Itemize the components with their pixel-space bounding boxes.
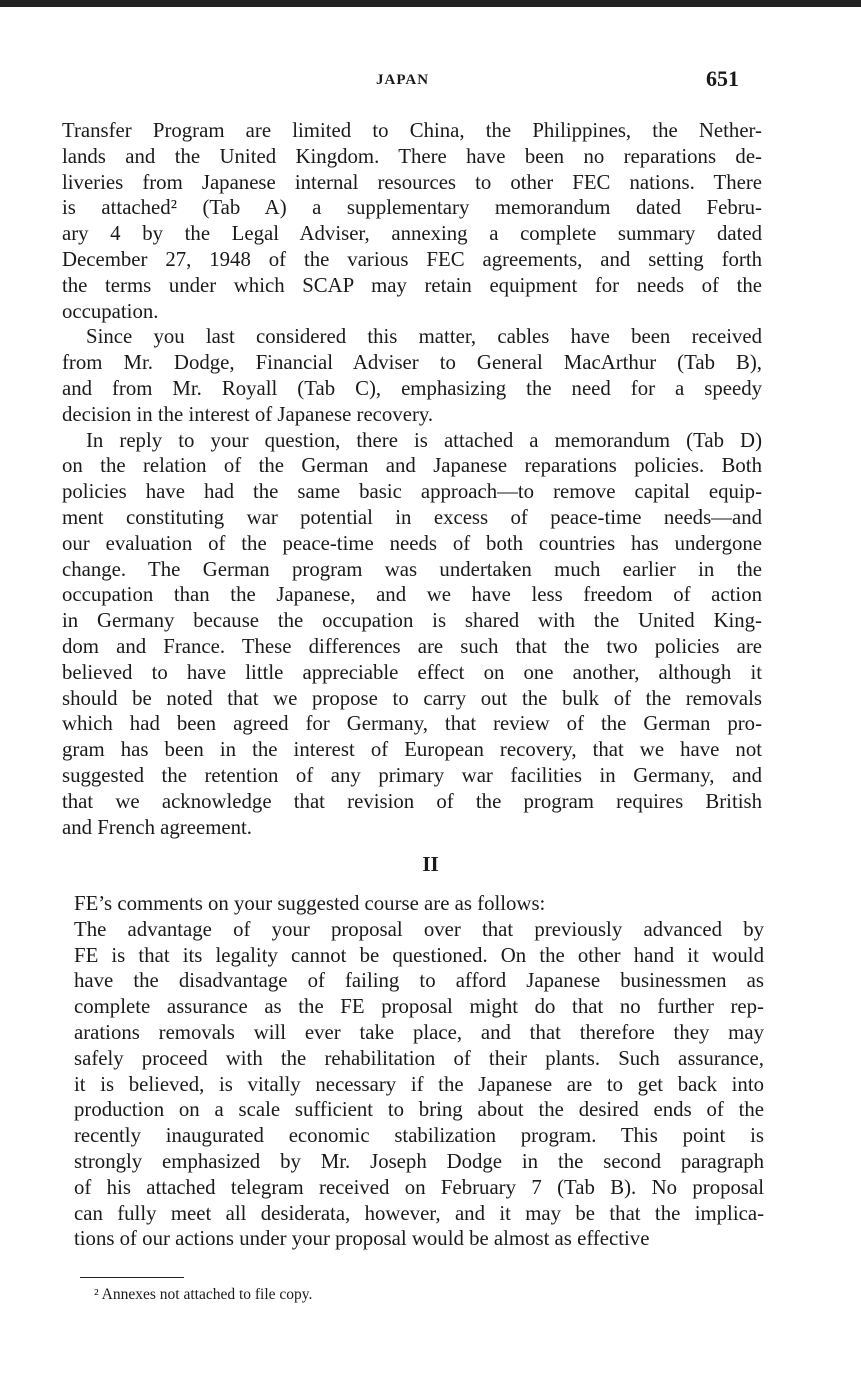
text-line: that we acknowledge that revision of the program requires British [62, 789, 762, 813]
text-line: have the disadvantage of failing to afford Japanese businessmen as [74, 969, 764, 993]
text-line: gram has been in the interest of European recovery, that we have not [62, 738, 762, 762]
footnote-rule [80, 1277, 184, 1278]
footnote: ² Annexes not attached to file copy. [94, 1286, 313, 1303]
text-line: dom and France. These differences are such that the two policies are [62, 634, 762, 658]
text-line: change. The German program was undertaken much earlier in the [62, 557, 762, 581]
text-line: from Mr. Dodge, Financial Adviser to General MacArthur (Tab B), [62, 351, 762, 375]
text-line: occupation than the Japanese, and we have less freedom of action [62, 583, 762, 607]
text-line: can fully meet all desiderata, however, and it may be that the implica- [74, 1201, 764, 1225]
text-line: in Germany because the occupation is shared with the United King- [62, 609, 762, 633]
text-line: and from Mr. Royall (Tab C), emphasizing the need for a speedy [62, 376, 762, 400]
text-line: liveries from Japanese internal resources to other FEC nations. There [62, 170, 762, 194]
top-border [0, 0, 861, 7]
text-line: our evaluation of the peace-time needs of both countries has undergone [62, 531, 762, 555]
text-line: of his attached telegram received on February 7 (Tab B). No proposal [74, 1175, 764, 1199]
text-line: strongly emphasized by Mr. Joseph Dodge in the second paragraph [74, 1149, 764, 1173]
page-header [0, 66, 861, 96]
text-line: is attached² (Tab A) a supplementary memorandum dated Febru- [62, 196, 762, 220]
text-line: lands and the United Kingdom. There have been no reparations de- [62, 144, 762, 168]
body-text-section-1 [62, 118, 762, 840]
text-line: on the relation of the German and Japanese reparations policies. Both [62, 454, 762, 478]
running-title: JAPAN [376, 72, 430, 88]
text-line: the terms under which SCAP may retain equipment for needs of the [62, 273, 762, 297]
text-line: In reply to your question, there is attached a memorandum (Tab D) [86, 428, 762, 452]
text-line: tions of our actions under your proposal would be almost as effective [74, 1227, 650, 1251]
section-heading: II [422, 852, 439, 876]
text-line: it is believed, is vitally necessary if the Japanese are to get back into [74, 1072, 764, 1096]
text-line: which had been agreed for Germany, that review of the German pro- [62, 712, 762, 736]
text-line: occupation. [62, 299, 159, 323]
text-line: production on a scale sufficient to bring about the desired ends of the [74, 1098, 764, 1122]
text-line: December 27, 1948 of the various FEC agreements, and setting forth [62, 247, 762, 271]
text-line: FE is that its legality cannot be questioned. On the other hand it would [74, 943, 764, 967]
page-number: 651 [706, 66, 739, 91]
text-line: arations removals will ever take place, and that therefore they may [74, 1020, 764, 1044]
text-line: The advantage of your proposal over that previously advanced by [74, 917, 764, 941]
text-line: ment constituting war potential in excess of peace-time needs—and [62, 505, 762, 529]
body-text-section-2 [74, 891, 764, 1252]
text-line: Since you last considered this matter, cables have been received [86, 325, 762, 349]
text-line: suggested the retention of any primary war facilities in Germany, and [62, 763, 762, 787]
text-line: should be noted that we propose to carry out the bulk of the removals [62, 686, 762, 710]
text-line: ary 4 by the Legal Adviser, annexing a complete summary dated [62, 222, 762, 246]
text-line: and French agreement. [62, 815, 252, 839]
text-line: decision in the interest of Japanese recovery. [62, 402, 434, 426]
text-line: complete assurance as the FE proposal might do that no further rep- [74, 995, 764, 1019]
text-line: recently inaugurated economic stabilization program. This point is [74, 1124, 764, 1148]
text-line: Transfer Program are limited to China, the Philippines, the Nether- [62, 119, 762, 142]
text-line: policies have had the same basic approach—to remove capital equip- [62, 480, 762, 504]
text-line: believed to have little appreciable effect on one another, although it [62, 660, 762, 684]
text-line: FE’s comments on your suggested course are as follows: [74, 892, 546, 915]
text-line: safely proceed with the rehabilitation of their plants. Such assurance, [74, 1046, 764, 1070]
